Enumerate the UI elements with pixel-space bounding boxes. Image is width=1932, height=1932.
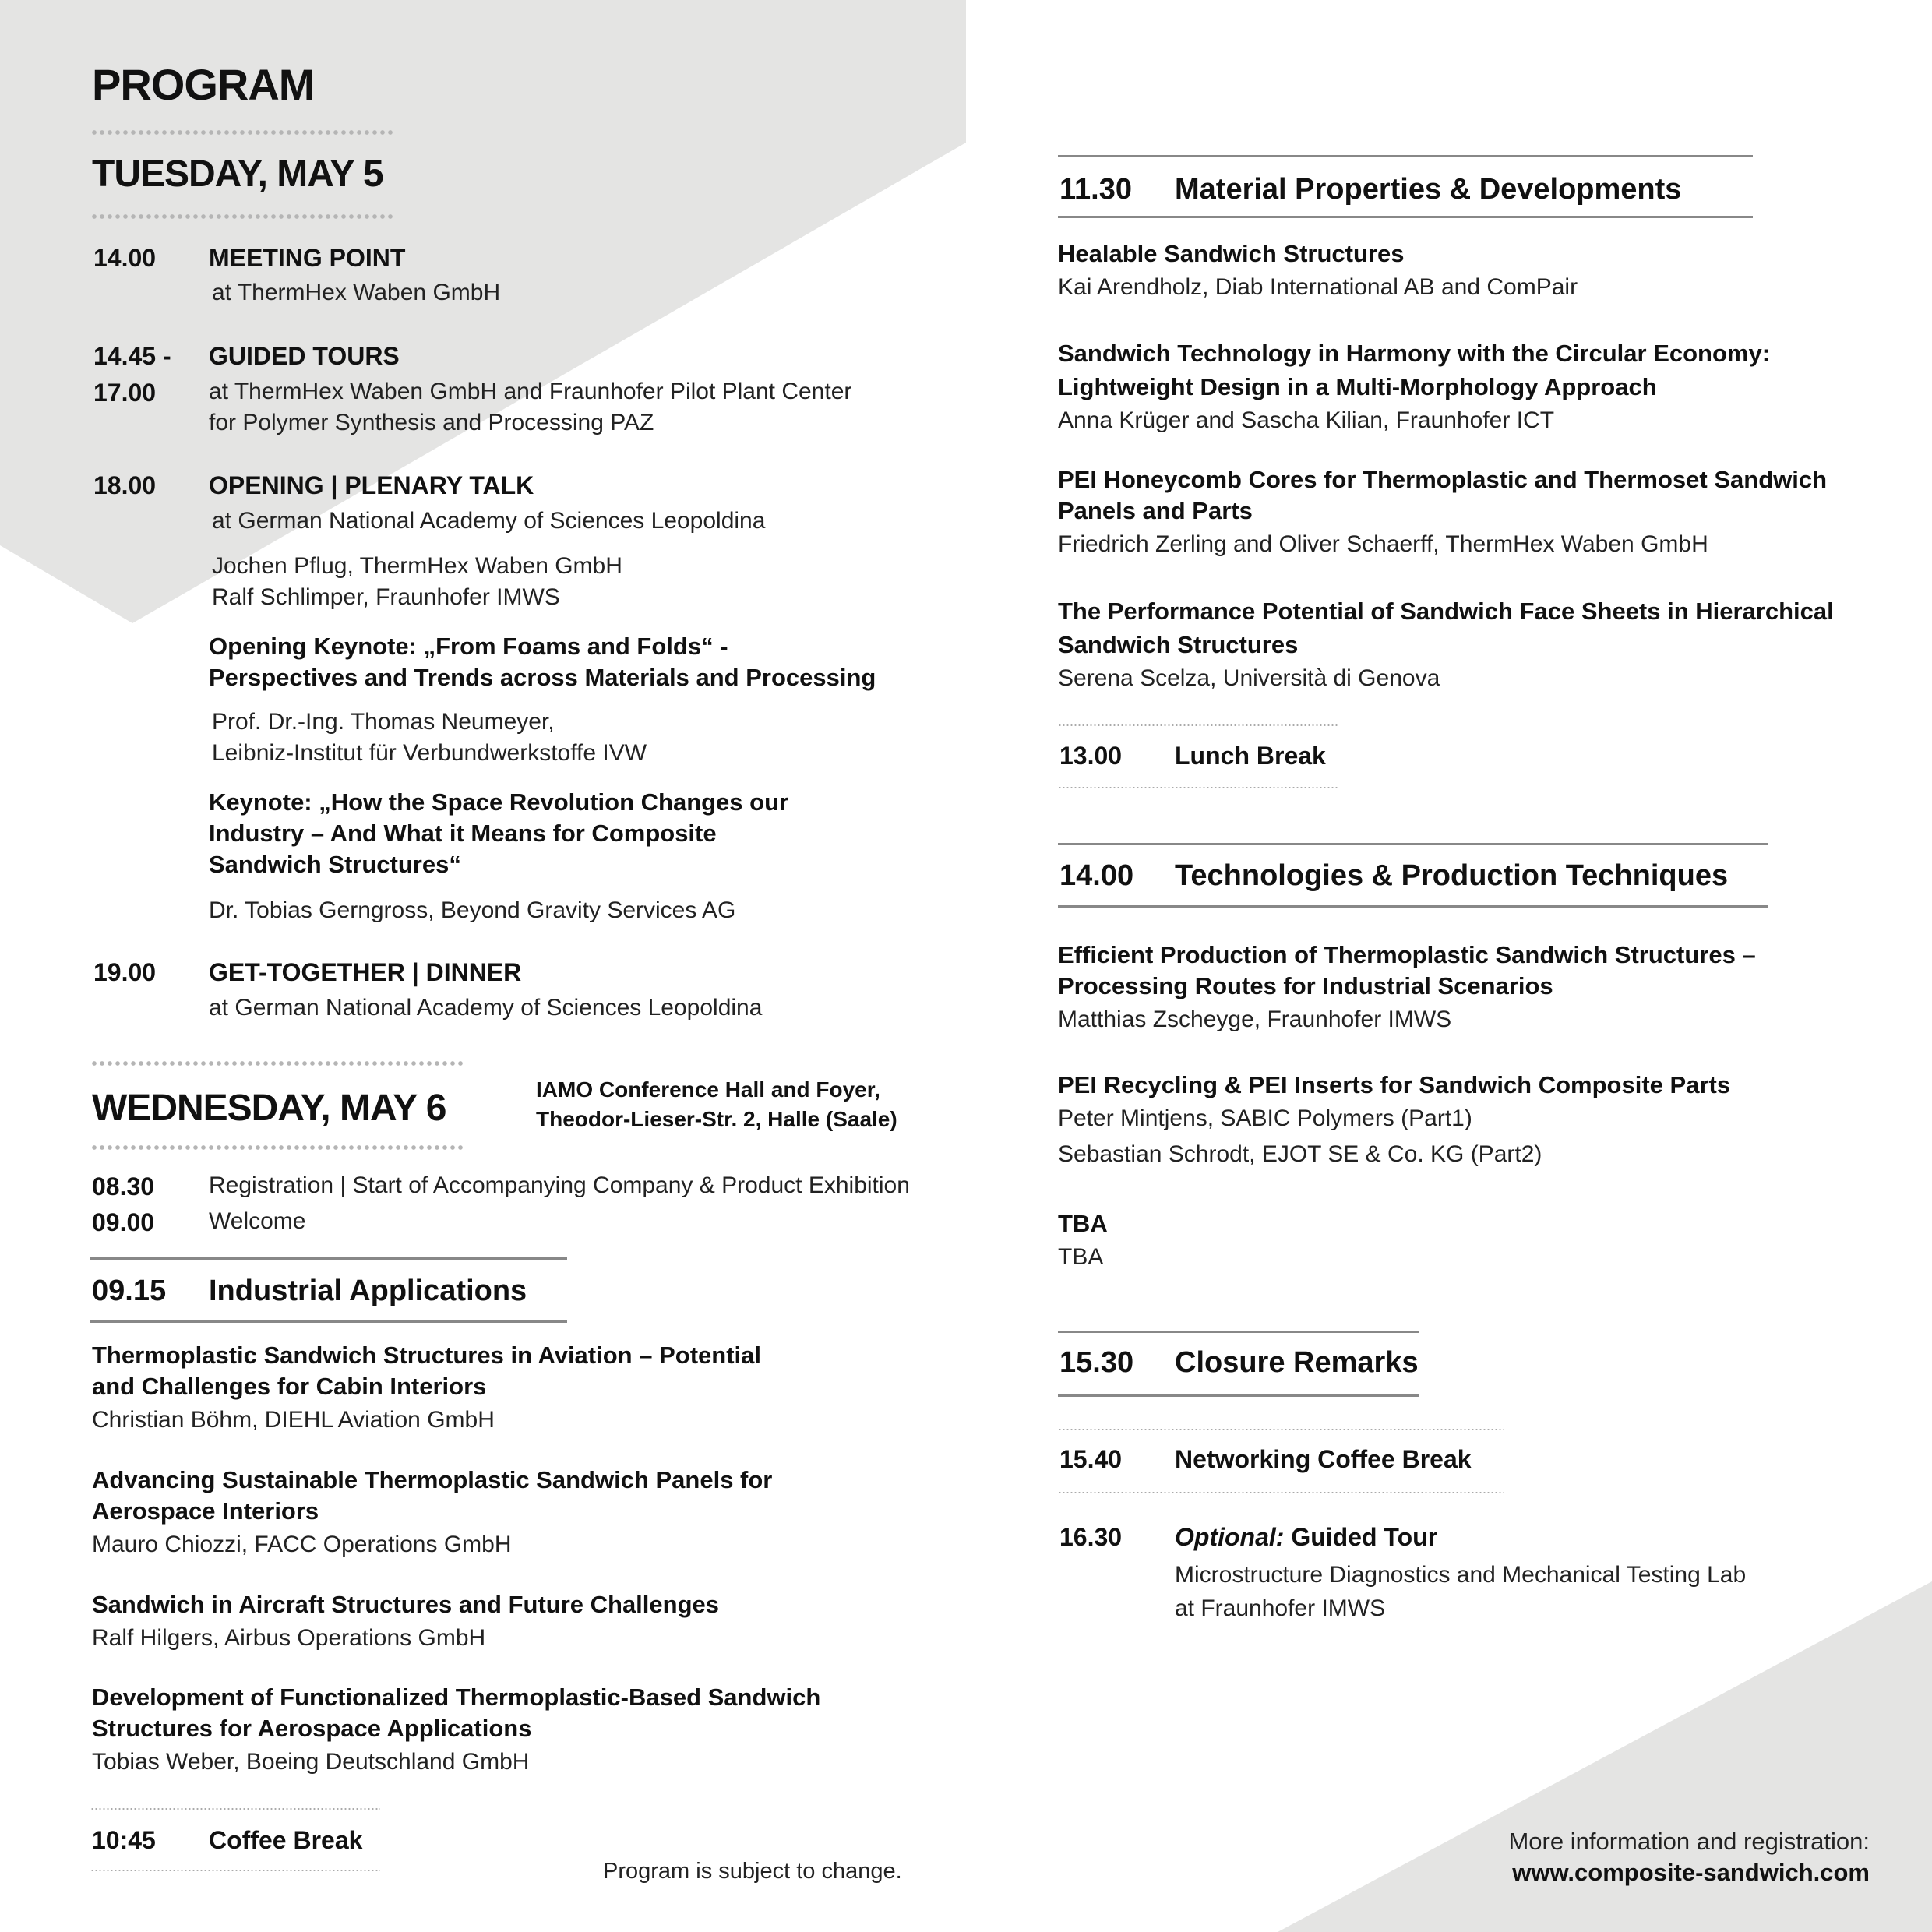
item-title: OPENING | PLENARY TALK (209, 471, 534, 499)
talk (1058, 1208, 1108, 1275)
talk-title: and Challenges for Cabin Interiors (92, 1373, 487, 1400)
keynote-title: Opening Keynote: „From Foams and Folds“ - (209, 633, 728, 660)
break-title: Lunch Break (1175, 742, 1326, 770)
item-location: at German National Academy of Sciences Leopoldina (212, 508, 766, 534)
talk-title: Sandwich Technology in Harmony with the Circular Economy: (1058, 340, 1771, 367)
talk-title: Aerospace Interiors (92, 1497, 319, 1525)
session-rule (1058, 1331, 1419, 1333)
keynote-title: Keynote: „How the Space Revolution Changes our (209, 788, 789, 816)
page-title: PROGRAM (92, 60, 315, 109)
session-time: 14.00 (1059, 859, 1134, 892)
talk-speaker: Christian Böhm, DIEHL Aviation GmbH (92, 1407, 495, 1433)
session-rule (90, 1257, 567, 1260)
website-link[interactable]: www.composite-sandwich.com (1512, 1859, 1870, 1886)
talk (92, 1682, 820, 1780)
talk (92, 1340, 761, 1438)
item-location: at German National Academy of Sciences Leopoldina (209, 995, 763, 1021)
item-location: at ThermHex Waben GmbH and Fraunhofer Pilot Plant Center (209, 379, 852, 404)
talk-title: Advancing Sustainable Thermoplastic Sandwich Panels for (92, 1466, 773, 1493)
item-time: 18.00 (93, 471, 157, 499)
venue (536, 1075, 897, 1134)
break-time: 15.40 (1059, 1445, 1123, 1473)
divider-fine-dotted (1058, 724, 1338, 726)
talk-title: Structures for Aerospace Applications (92, 1715, 532, 1742)
talk-speaker: Sebastian Schrodt, EJOT SE & Co. KG (Part2) (1058, 1141, 1542, 1167)
tour-title: Guided Tour (1284, 1523, 1438, 1551)
break-title: Networking Coffee Break (1175, 1445, 1472, 1473)
talk-speaker: Serena Scelza, Università di Genova (1058, 665, 1440, 691)
talk-title: Sandwich in Aircraft Structures and Future Challenges (92, 1591, 720, 1618)
disclaimer: Program is subject to change. (603, 1859, 902, 1884)
keynote-title: Perspectives and Trends across Materials and Processing (209, 664, 876, 691)
talk-title: Sandwich Structures (1058, 631, 1299, 658)
item-text: Registration | Start of Accompanying Company & Product Exhibition (209, 1172, 910, 1198)
talk-speaker: Tobias Weber, Boeing Deutschland GmbH (92, 1749, 530, 1775)
session-title: Technologies & Production Techniques (1175, 859, 1729, 892)
talk-title: Processing Routes for Industrial Scenarios (1058, 972, 1553, 999)
optional-label: Optional: (1175, 1523, 1285, 1551)
keynote-title: Sandwich Structures“ (209, 851, 461, 878)
divider-fine-dotted (1058, 1492, 1504, 1493)
talk-title: TBA (1058, 1210, 1108, 1237)
item-time-end: 17.00 (93, 379, 157, 407)
session-rule (1058, 905, 1768, 908)
session-rule (1058, 1394, 1419, 1397)
speaker: Jochen Pflug, ThermHex Waben GmbH (212, 553, 622, 579)
divider-dotted (90, 1145, 463, 1150)
divider-dotted (90, 130, 393, 135)
talk-title: Development of Functionalized Thermoplastic-Based Sandwich (92, 1683, 821, 1711)
tuesday-heading: TUESDAY, MAY 5 (92, 153, 383, 195)
divider-fine-dotted (1058, 1429, 1504, 1430)
item-time: 19.00 (93, 958, 157, 986)
talk-title: PEI Recycling & PEI Inserts for Sandwich Composite Parts (1058, 1071, 1731, 1098)
session-time: 09.15 (92, 1274, 167, 1307)
item-title: GET-TOGETHER | DINNER (209, 958, 522, 986)
talk (1058, 336, 1770, 439)
talk (1058, 238, 1578, 305)
keynote-speaker: Leibniz-Institut für Verbundwerkstoffe IVW (212, 740, 647, 766)
item-location: at Fraunhofer IMWS (1175, 1595, 1386, 1621)
session-rule (90, 1320, 567, 1323)
session-time: 11.30 (1059, 173, 1132, 206)
session-title: Industrial Applications (209, 1274, 527, 1307)
talk-title: Healable Sandwich Structures (1058, 240, 1405, 267)
talk-title: Lightweight Design in a Multi-Morphology Approach (1058, 373, 1657, 400)
item-title: MEETING POINT (209, 244, 406, 272)
item-text: Welcome (209, 1208, 306, 1234)
item-time: 16.30 (1059, 1523, 1123, 1551)
talk (1058, 1070, 1730, 1172)
talk-speaker: Anna Krüger and Sascha Kilian, Fraunhofer ICT (1058, 407, 1555, 433)
talk (92, 1589, 719, 1656)
keynote-speaker: Prof. Dr.-Ing. Thomas Neumeyer, (212, 709, 555, 735)
break-time: 10:45 (92, 1826, 156, 1854)
item-time: 14.00 (93, 244, 157, 272)
talk-speaker: Matthias Zscheyge, Fraunhofer IMWS (1058, 1007, 1452, 1032)
more-info-label: More information and registration: (1508, 1828, 1870, 1855)
talk-title: PEI Honeycomb Cores for Thermoplastic and Thermoset Sandwich (1058, 466, 1828, 493)
talk-speaker: TBA (1058, 1244, 1104, 1270)
talk-title: Thermoplastic Sandwich Structures in Aviation – Potential (92, 1341, 761, 1369)
break-time: 13.00 (1059, 742, 1123, 770)
item-time: 14.45 - (93, 342, 171, 370)
divider-fine-dotted (90, 1870, 380, 1871)
talk-speaker: Mauro Chiozzi, FACC Operations GmbH (92, 1532, 512, 1557)
talk (1058, 594, 1834, 696)
divider-fine-dotted (90, 1808, 380, 1810)
item-location: at ThermHex Waben GmbH (212, 280, 501, 305)
item-title: GUIDED TOURS (209, 342, 400, 370)
talk (92, 1465, 772, 1563)
session-title: Material Properties & Developments (1175, 173, 1682, 206)
venue-line: IAMO Conference Hall and Foyer, (536, 1077, 880, 1102)
session-rule (1058, 843, 1768, 845)
item-location: for Polymer Synthesis and Processing PAZ (209, 410, 654, 435)
wednesday-heading: WEDNESDAY, MAY 6 (92, 1088, 446, 1129)
talk-speaker: Ralf Hilgers, Airbus Operations GmbH (92, 1625, 486, 1651)
speaker: Ralf Schlimper, Fraunhofer IMWS (212, 584, 560, 610)
divider-fine-dotted (1058, 787, 1338, 788)
talk (1058, 464, 1827, 562)
item-title (1175, 1523, 1437, 1552)
session-time: 15.30 (1059, 1346, 1134, 1379)
divider-dotted (90, 214, 393, 219)
item-location: Microstructure Diagnostics and Mechanical Testing Lab (1175, 1562, 1747, 1588)
keynote-title: Industry – And What it Means for Composite (209, 820, 717, 847)
talk-speaker: Friedrich Zerling and Oliver Schaerff, ThermHex Waben GmbH (1058, 531, 1708, 557)
talk-title: Efficient Production of Thermoplastic Sandwich Structures – (1058, 941, 1756, 968)
item-time: 09.00 (92, 1208, 155, 1236)
session-title: Closure Remarks (1175, 1346, 1419, 1379)
talk-speaker: Peter Mintjens, SABIC Polymers (Part1) (1058, 1105, 1472, 1131)
talk (1058, 940, 1756, 1038)
talk-speaker: Kai Arendholz, Diab International AB and ComPair (1058, 274, 1578, 300)
item-time: 08.30 (92, 1172, 155, 1200)
break-title: Coffee Break (209, 1826, 363, 1854)
talk-title: The Performance Potential of Sandwich Face Sheets in Hierarchical (1058, 598, 1834, 625)
venue-line: Theodor-Lieser-Str. 2, Halle (Saale) (536, 1107, 897, 1131)
divider-dotted (90, 1061, 463, 1066)
keynote-speaker: Dr. Tobias Gerngross, Beyond Gravity Services AG (209, 897, 736, 923)
talk-title: Panels and Parts (1058, 497, 1253, 524)
session-rule (1058, 155, 1753, 157)
session-rule (1058, 216, 1753, 218)
